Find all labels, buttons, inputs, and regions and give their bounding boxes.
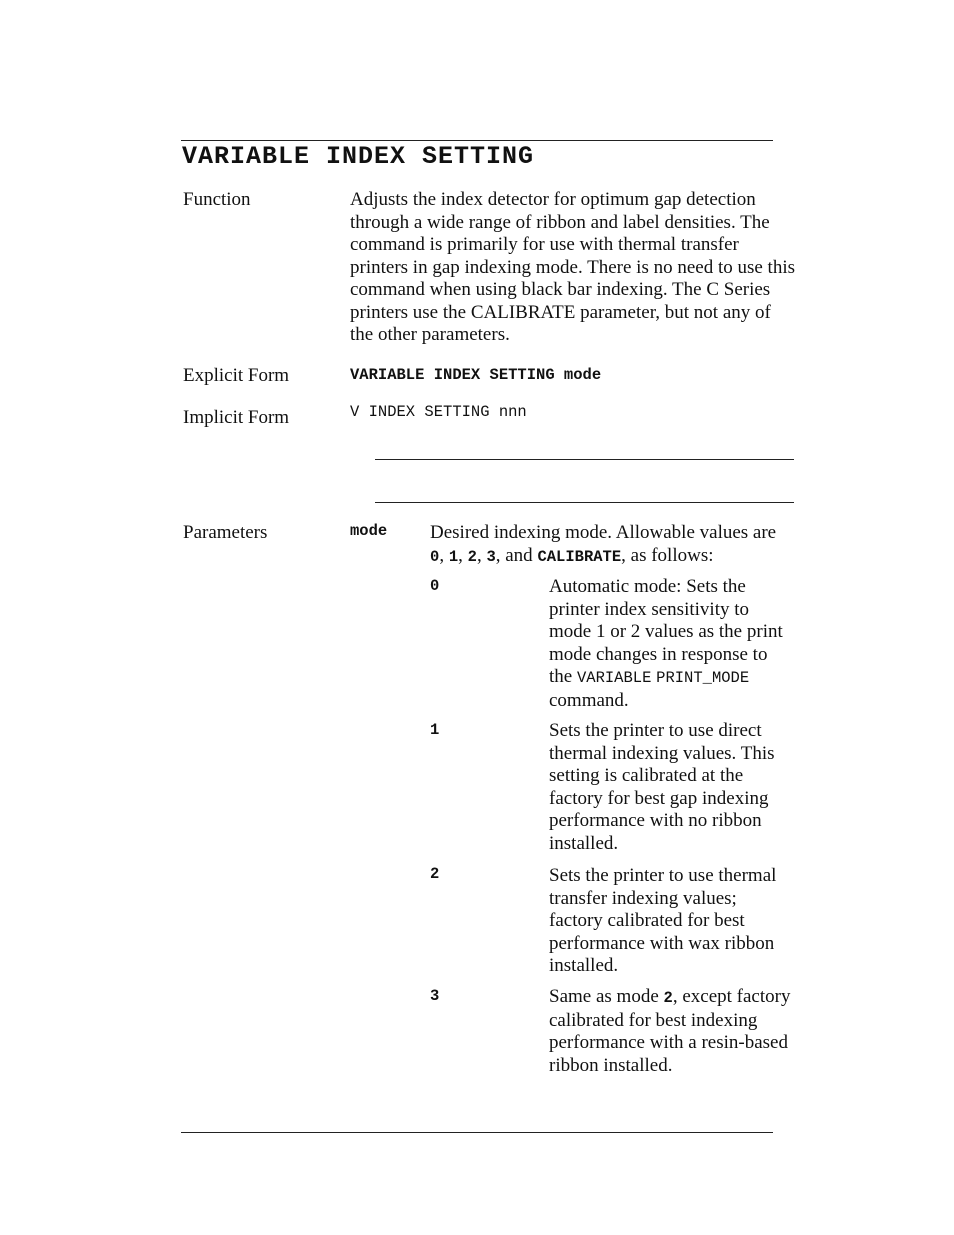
explicit-form-label: Explicit Form <box>183 365 290 386</box>
option-2-code: 2 <box>467 547 477 566</box>
value-0-code-variable: VARIABLE <box>576 669 652 687</box>
page-title: VARIABLE INDEX SETTING <box>182 142 535 171</box>
option-separator: , <box>439 544 445 566</box>
option-calibrate-code: CALIBRATE <box>537 547 622 566</box>
option-and: , and <box>495 544 533 566</box>
parameter-name-mode: mode <box>350 522 388 540</box>
option-separator: , <box>476 544 482 566</box>
value-3-text: Same as mode <box>549 986 659 1007</box>
value-key-3: 3 <box>430 987 440 1005</box>
parameters-label: Parameters <box>183 522 268 543</box>
description-end: , as follows: <box>621 544 714 566</box>
option-3-code: 3 <box>486 547 496 566</box>
separator-rule-upper <box>375 459 794 460</box>
value-description-0 <box>549 576 794 712</box>
value-key-0: 0 <box>430 577 440 595</box>
bottom-rule <box>181 1132 773 1133</box>
function-label: Function <box>183 189 251 210</box>
option-0-code: 0 <box>430 547 440 566</box>
explicit-form-value: VARIABLE INDEX SETTING mode <box>350 366 602 384</box>
option-1-code: 1 <box>448 547 459 566</box>
value-description-2: Sets the printer to use thermal transfer indexing values; factory calibrated for best performance with wax ribbon installed. <box>549 865 777 976</box>
value-3-text-end: , except factory calibrated for best indexing performance with a resin-based ribbon installed. <box>549 986 791 1076</box>
value-3-code: 2 <box>663 989 673 1007</box>
implicit-form-value: V INDEX SETTING nnn <box>350 403 527 421</box>
function-description: Adjusts the index detector for optimum gap detection through a wide range of ribbon and label densities. The command is primarily for use with thermal transfer printers in gap indexing mode. There is no need to use this command when using black bar indexing. The C Series printers use the CALIBRATE parameter, but not any of the other parameters. <box>350 189 796 345</box>
value-key-1: 1 <box>430 721 440 739</box>
value-0-text: Automatic mode: Sets the printer index sensitivity to mode 1 or 2 values as the print mode changes in response to the <box>549 576 783 687</box>
implicit-form-label: Implicit Form <box>183 407 290 428</box>
value-key-2: 2 <box>430 865 440 883</box>
value-0-code-print-mode: PRINT_MODE <box>656 669 750 687</box>
value-description-1: Sets the printer to use direct thermal indexing values. This setting is calibrated at the factory for best gap indexing performance with no ribbon installed. <box>549 720 775 854</box>
separator-rule-lower <box>375 502 794 503</box>
value-0-text-end: command. <box>549 689 629 711</box>
parameter-description <box>430 522 794 568</box>
value-description-3 <box>549 986 794 1077</box>
option-separator: , <box>458 544 463 566</box>
parameter-description-text: Desired indexing mode. Allowable values are <box>430 522 777 543</box>
